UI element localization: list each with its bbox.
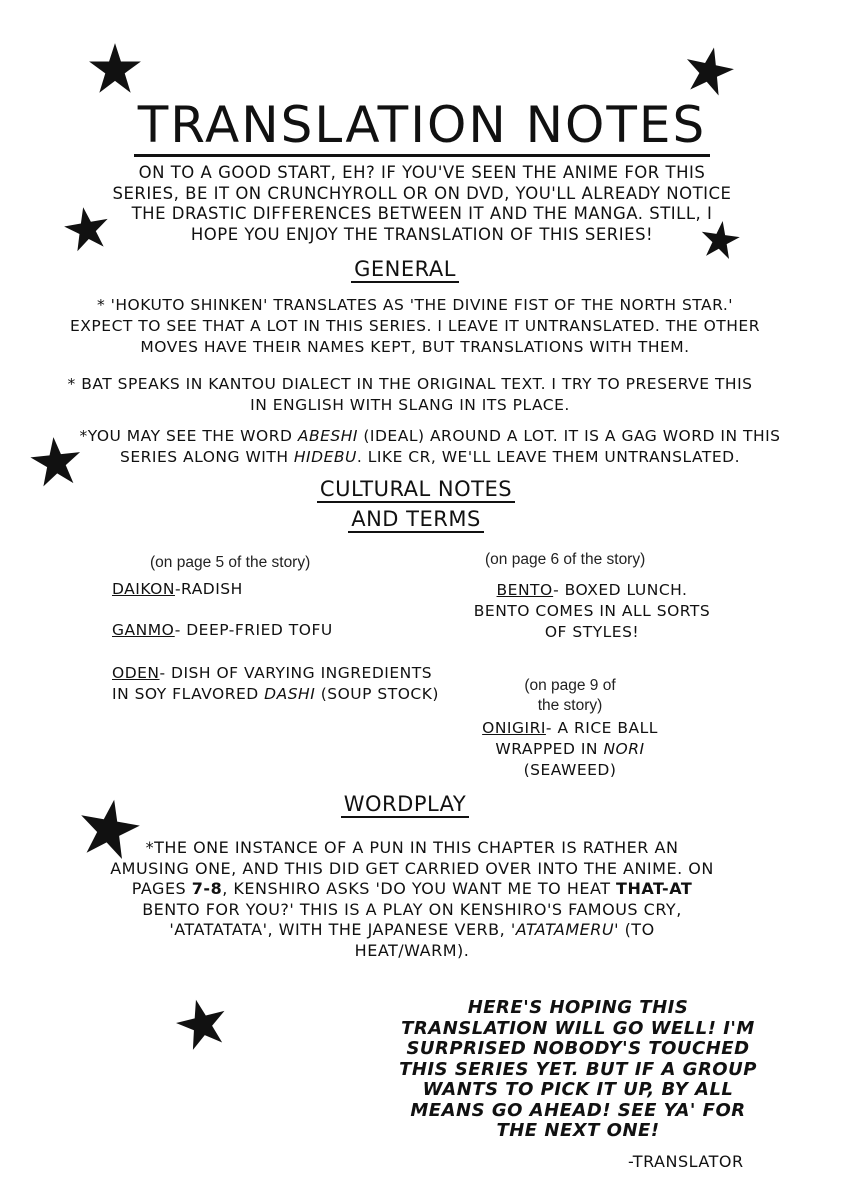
star-icon (176, 998, 228, 1050)
page6-note: (on page 6 of the story) (485, 551, 646, 568)
term-ganmo (112, 620, 333, 641)
wordplay-text-d: ' (TO HEAT/WARM). (354, 920, 655, 960)
cultural-heading (0, 474, 832, 534)
daikon-definition: -RADISH (174, 580, 243, 598)
general-note-hokuto: * 'HOKUTO SHINKEN' TRANSLATES AS 'THE DIVINE FIST OF THE NORTH STAR.' EXPECT TO SEE THAT A LOT IN THIS SERIES. I LEAVE IT UNTRANSLATED. THE OTHER MOVES HAVE THEIR NAMES KEPT, BUT TRANSLATIONS WITH THEM. (70, 296, 760, 356)
wordplay-paragraph (110, 838, 714, 961)
abeshi-note-part-a: *YOU MAY SEE THE WORD (79, 427, 298, 445)
onigiri-nori: NORI (603, 740, 645, 758)
hidebu-word: HIDEBU (293, 448, 357, 466)
term-daikon (112, 579, 243, 600)
wordplay-heading (0, 792, 810, 816)
page-title (0, 96, 844, 154)
cultural-heading-line2: AND TERMS (348, 507, 484, 533)
oden-term: ODEN (112, 664, 160, 682)
oden-definition-a: - DISH OF VARYING INGREDIENTS (159, 664, 433, 682)
closing-message: HERE'S HOPING THIS TRANSLATION WILL GO WELL! I'M SURPRISED NOBODY'S TOUCHED THIS SERIES YET. BUT IF A GROUP WANTS TO PICK IT UP, BY ALL MEANS GO AHEAD! SEE YA' FOR THE NEXT ONE! (399, 997, 757, 1141)
onigiri-term: ONIGIRI (482, 719, 546, 737)
star-icon (64, 206, 110, 252)
wordplay-thatat: THAT-AT (616, 879, 693, 898)
ganmo-term: GANMO (112, 621, 175, 639)
page9-note (478, 676, 662, 716)
abeshi-word: ABESHI (297, 427, 358, 445)
abeshi-note-part-b: (IDEAL) AROUND A LOT. IT IS A GAG WORD IN THIS SERIES ALONG WITH (120, 427, 781, 466)
onigiri-definition: - A RICE BALL WRAPPED IN (495, 719, 658, 758)
bento-term: BENTO (496, 581, 554, 599)
oden-dashi: DASHI (264, 685, 316, 703)
wordplay-text-c: BENTO FOR YOU?' THIS IS A PLAY ON KENSHIRO'S FAMOUS CRY, 'ATATATATA', WITH THE JAPANESE VERB, ' (142, 899, 682, 939)
onigiri-definition-b: (SEAWEED) (523, 761, 617, 779)
wordplay-pages: 7-8 (191, 879, 223, 898)
page5-note: (on page 5 of the story) (150, 554, 311, 571)
abeshi-note-part-c: . LIKE CR, WE'LL LEAVE THEM UNTRANSLATED. (356, 448, 740, 466)
wordplay-text-a: *THE ONE INSTANCE OF A PUN IN THIS CHAPTER IS RATHER AN AMUSING ONE, AND THIS DID GET CARRIED OVER INTO THE ANIME. ON PAGES (110, 838, 714, 898)
term-bento (470, 580, 714, 643)
wordplay-text-b: , KENSHIRO ASKS 'DO YOU WANT ME TO HEAT (222, 879, 617, 898)
intro-paragraph: ON TO A GOOD START, EH? IF YOU'VE SEEN THE ANIME FOR THIS SERIES, BE IT ON CRUNCHYROLL OR ON DVD, YOU'LL ALREADY NOTICE THE DRASTIC DIFFERENCES BETWEEN IT AND THE MANGA. STILL, I HOPE YOU ENJOY THE TRANSLATION OF THIS SERIES! (112, 163, 732, 244)
cultural-heading-line1: CULTURAL NOTES (317, 477, 515, 503)
page9-note-line2: the story) (537, 697, 603, 714)
page9-note-line1: (on page 9 of (524, 677, 616, 694)
translator-signature: -TRANSLATOR (628, 1152, 744, 1171)
term-onigiri (470, 718, 670, 781)
general-heading (0, 257, 810, 281)
wordplay-heading-text: WORDPLAY (341, 792, 469, 818)
bento-definition: - BOXED LUNCH. BENTO COMES IN ALL SORTS OF STYLES! (473, 581, 711, 641)
general-heading-text: GENERAL (351, 257, 459, 283)
oden-definition-b: IN SOY FLAVORED (112, 685, 265, 703)
wordplay-verb: ATATAMERU (515, 920, 615, 939)
star-icon (684, 46, 734, 96)
term-oden (112, 663, 439, 705)
star-icon (88, 42, 142, 96)
ganmo-definition: - DEEP-FRIED TOFU (174, 621, 333, 639)
general-note-bat: * BAT SPEAKS IN KANTOU DIALECT IN THE ORIGINAL TEXT. I TRY TO PRESERVE THIS IN ENGLISH WITH SLANG IN ITS PLACE. (67, 375, 753, 414)
daikon-term: DAIKON (112, 580, 175, 598)
general-note-abeshi (70, 426, 790, 468)
oden-definition-c: (SOUP STOCK) (315, 685, 439, 703)
page-title-text: TRANSLATION NOTES (134, 96, 711, 157)
